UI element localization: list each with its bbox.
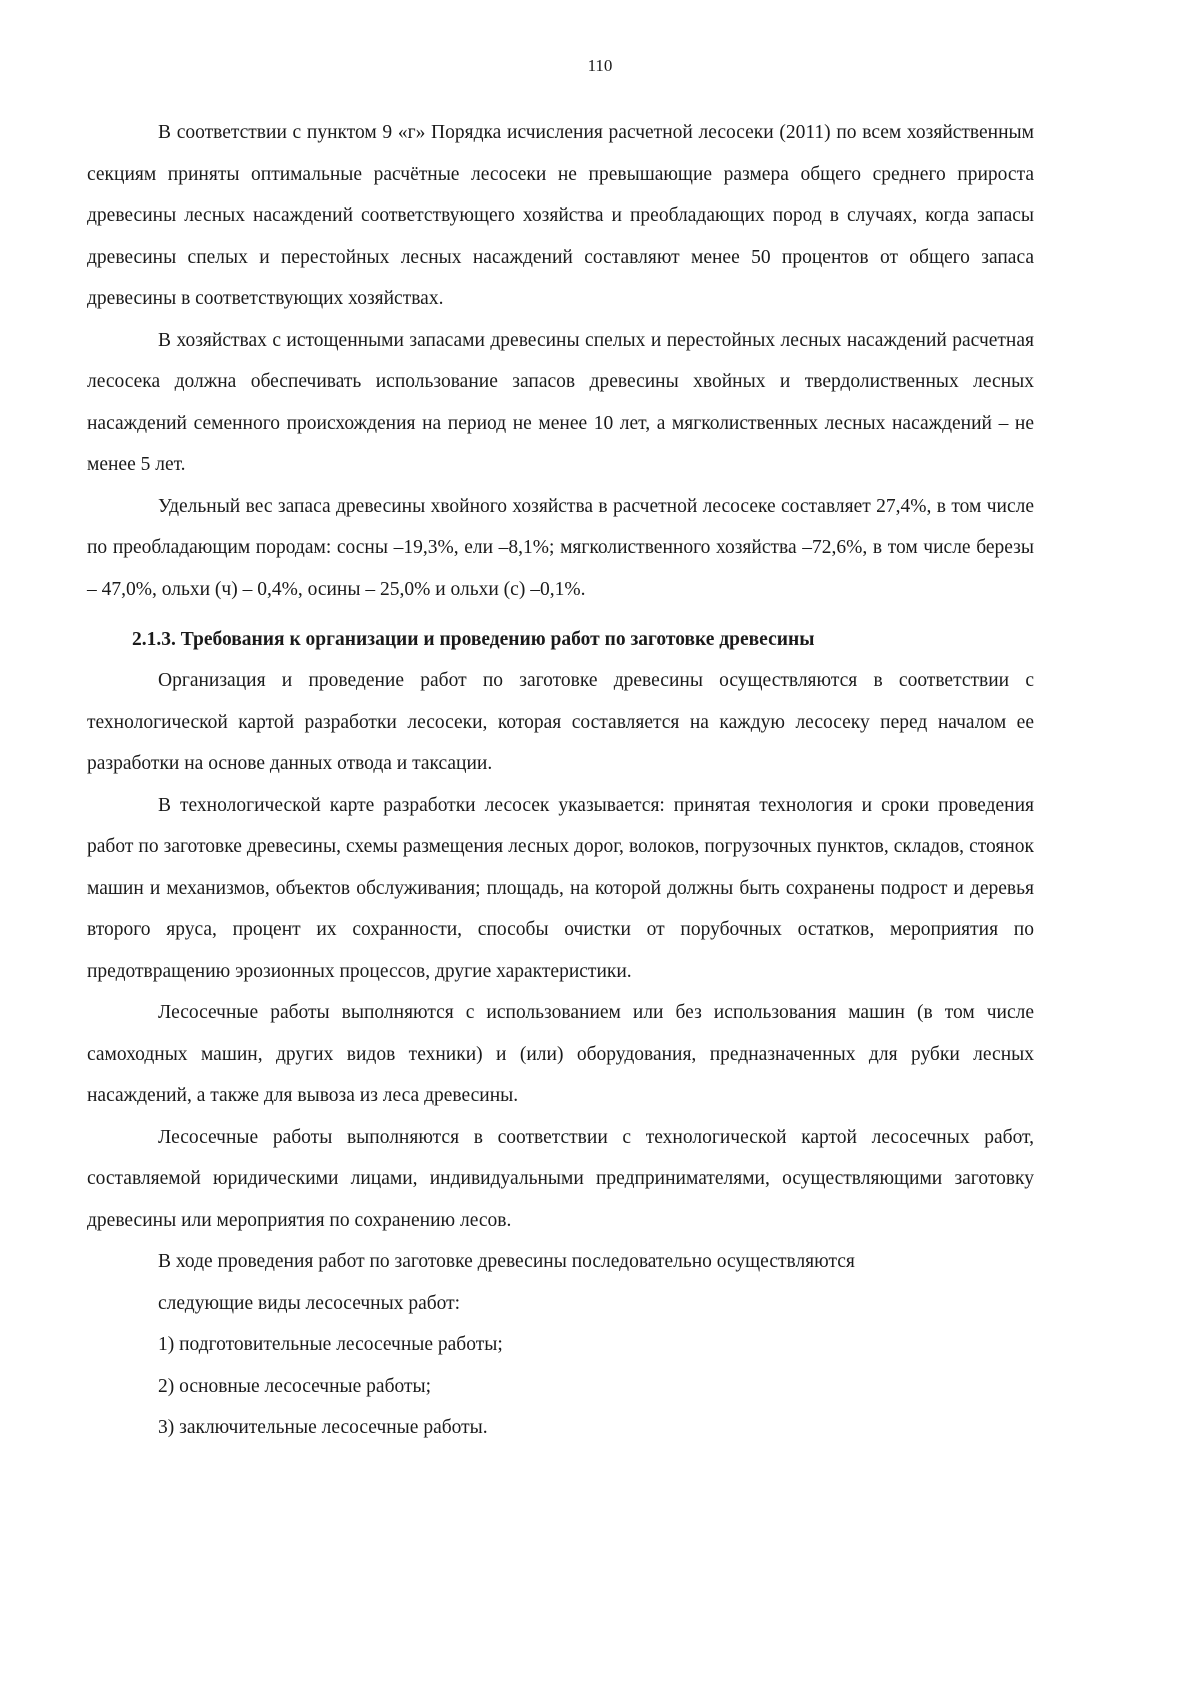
paragraph-share-of-stock: Удельный вес запаса древесины хвойного хозяйства в расчетной лесосеке составляет 27,4%, в том числе по преобладающим породам: сосны –19,3%, ели –8,1%; мягколиственного хозяйства –72,6%, в том числе березы – 47,0%, ольхи (ч) – 0,4%, осины – 25,0% и ольхи (с) –0,1%. (87, 495, 1034, 600)
paragraph-technological-map: В технологической карте разработки лесосек указывается: принятая технология и сроки проведения работ по заготовке древесины, схемы размещения лесных дорог, волоков, погрузочных пунктов, складов, стоянок машин и механизмов, объектов обслуживания; площадь, на которой должны быть сохранены подрост и деревья второго яруса, процент их сохранности, способы очистки от порубочных остатков, мероприятия по предотвращению эрозионных процессов, другие характеристики. (87, 794, 1034, 982)
paragraph-organization-of-works: Организация и проведение работ по заготовке древесины осуществляются в соответствии с технологической картой разработки лесосеки, которая составляется на каждую лесосеку перед началом ее разработки на основе данных отвода и таксации. (87, 670, 1034, 774)
list-item: 2) основные лесосечные работы; (158, 1375, 432, 1397)
page-number: 110 (587, 56, 613, 75)
paragraph-cutting-works: Лесосечные работы выполняются в соответствии с технологической картой лесосечных работ, составляемой юридическими лицами, индивидуальными предпринимателями, осуществляющими заготовку древесины или мероприятия по сохранению лесов. (87, 1126, 1034, 1231)
work-types-list (87, 1241, 1034, 1449)
list-intro-line: В ходе проведения работ по заготовке древесины последовательно осуществляются (158, 1251, 855, 1272)
list-intro-line: следующие виды лесосечных работ: (158, 1292, 461, 1314)
list-item: 1) подготовительные лесосечные работы; (158, 1334, 503, 1355)
section-heading: 2.1.3. Требования к организации и проведению работ по заготовке древесины (132, 629, 815, 650)
page-content (87, 112, 1034, 1449)
paragraph-calculated-cutting-area: В соответствии с пунктом 9 «г» Порядка исчисления расчетной лесосеки (2011) по всем хозяйственным секциям приняты оптимальные расчётные лесосеки не превышающие размера общего среднего прироста древесины лесных насаждений соответствующего хозяйства и преобладающих пород в случаях, когда запасы древесины спелых и перестойных лесных насаждений составляют менее 50 процентов от общего запаса древесины в соответствующих хозяйствах. (87, 122, 1034, 309)
paragraph-depleted-stock: В хозяйствах с истощенными запасами древесины спелых и перестойных лесных насаждений расчетная лесосека должна обеспечивать использование запасов древесины хвойных и твердолиственных лесных насаждений семенного происхождения на период не менее 10 лет, а мягколиственных лесных насаждений – не менее 5 лет. (87, 329, 1034, 475)
paragraph-machinery: Лесосечные работы выполняются с использованием или без использования машин (в том числе самоходных машин, других видов техники) и (или) оборудования, предназначенных для рубки лесных насаждений, а также для вывоза из леса древесины. (87, 1002, 1034, 1106)
list-item: 3) заключительные лесосечные работы. (158, 1417, 488, 1438)
